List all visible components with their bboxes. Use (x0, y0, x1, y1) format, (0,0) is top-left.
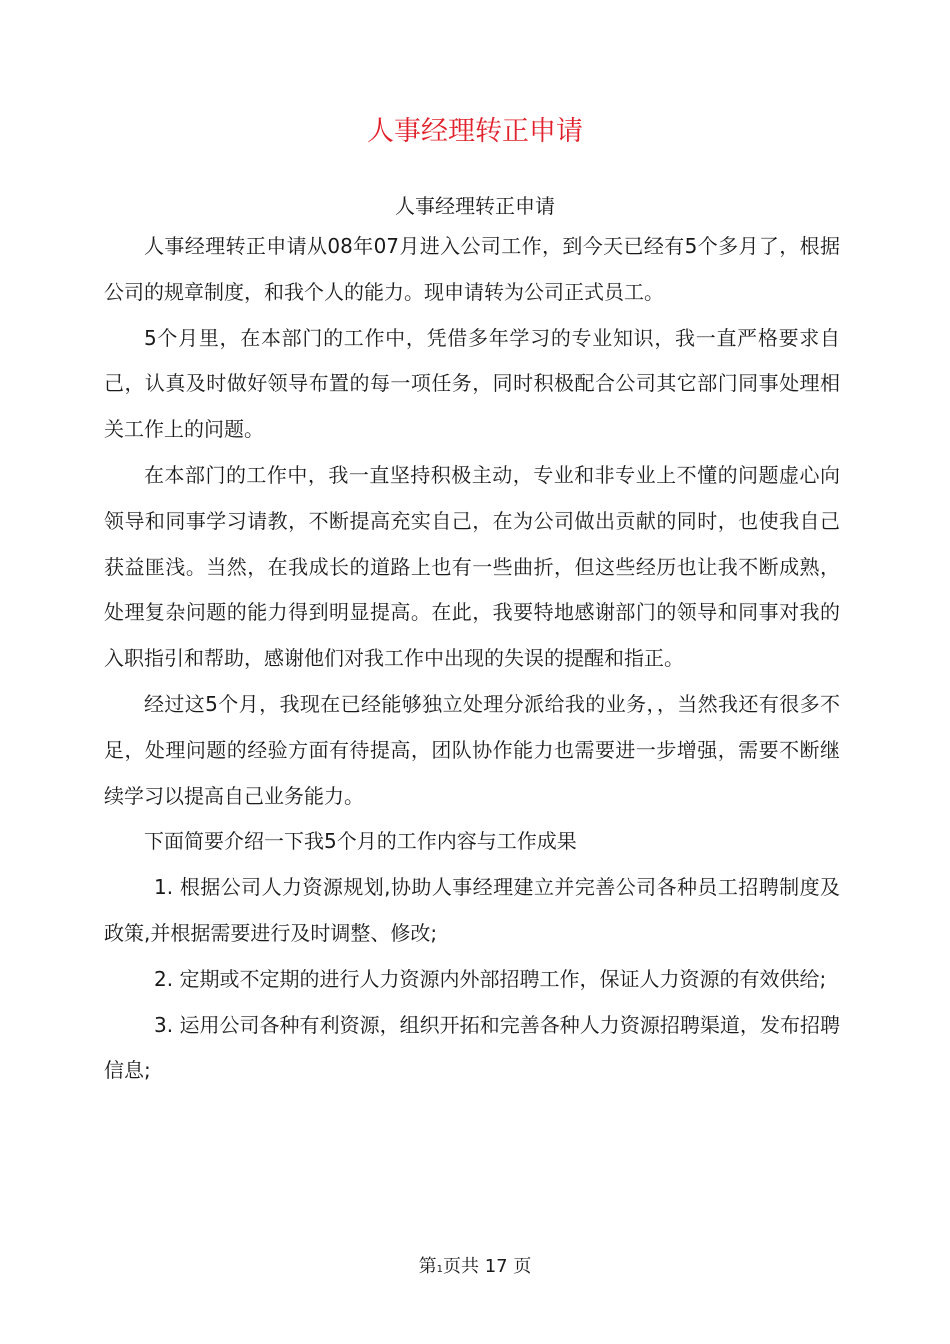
list-item: 3. 运用公司各种有利资源，组织开拓和完善各种人力资源招聘渠道，发布招聘信息; (104, 1012, 840, 1083)
list-item: 2. 定期或不定期的进行人力资源内外部招聘工作，保证人力资源的有效供给; (154, 966, 827, 991)
list-item: 1. 根据公司人力资源规划,协助人事经理建立并完善公司各种员工招聘制度及政策,并根据需要进行及时调整、修改; (104, 875, 840, 945)
paragraph: 人事经理转正申请从08年07月进入公司工作，到今天已经有5个多月了，根据公司的规章制度，和我个人的能力。现申请转为公司正式员工。 (104, 234, 840, 304)
footer-suffix: 页共 17 页 (443, 1256, 532, 1277)
paragraph: 下面简要介绍一下我5个月的工作内容与工作成果 (144, 829, 577, 854)
document-title: 人事经理转正申请 (367, 116, 583, 147)
paragraph: 5个月里，在本部门的工作中，凭借多年学习的专业知识，我一直严格要求自己，认真及时做好领导布置的每一项任务，同时积极配合公司其它部门同事处理相关工作上的问题。 (104, 325, 840, 442)
document-body (104, 224, 840, 1094)
paragraph: 经过这5个月，我现在已经能够独立处理分派给我的业务，，当然我还有很多不足，处理问题的经验方面有待提高，团队协作能力也需要进一步增强，需要不断继续学习以提高自己业务能力。 (104, 691, 840, 808)
document-subtitle: 人事经理转正申请 (395, 194, 555, 218)
page-footer (0, 1252, 950, 1285)
footer-prefix: 第 (418, 1256, 437, 1277)
footer-page-number: 1 (436, 1264, 443, 1275)
paragraph: 在本部门的工作中，我一直坚持积极主动，专业和非专业上不懂的问题虚心向领导和同事学习请教，不断提高充实自己，在为公司做出贡献的同时，也使我自己获益匪浅。当然，在我成长的道路上也有一些曲折，但这些经历也让我不断成熟，处理复杂问题的能力得到明显提高。在此，我要特地感谢部门的领导和同事对我的入职指引和帮助，感谢他们对我工作中出现的失误的提醒和指正。 (104, 462, 840, 671)
